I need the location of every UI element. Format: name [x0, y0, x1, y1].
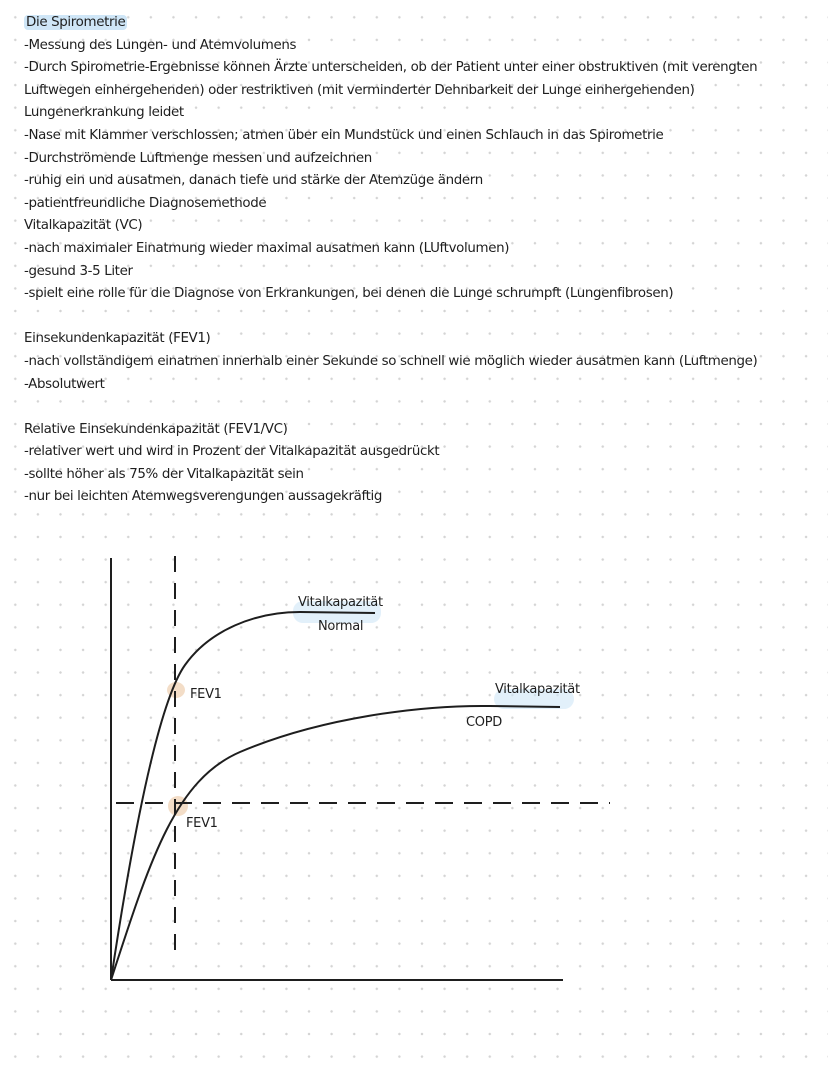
copd-label-bottom: COPD — [466, 715, 502, 730]
intro-line: -Durchströmende Luftmenge messen und aufzeichnen — [24, 150, 372, 166]
fev1-line: -Absolutwert — [24, 376, 105, 392]
intro-line: -Nase mit Klammer verschlossen; atmen über ein Mundstück und einen Schlauch in das Spirometrie — [24, 127, 664, 143]
fev1-label-normal: FEV1 — [190, 687, 222, 702]
intro-line: -Durch Spirometrie-Ergebnisse können Ärzte unterscheiden, ob der Patient unter einer obstruktiven (mit verengten Luftwegen einhergehenden) oder restriktiven (mit verminderter Dehnbarkeit der Lunge einhergehenden) Lungenerkrankung leidet — [24, 60, 758, 121]
normal-curve — [111, 612, 375, 980]
vc-heading: Vitalkapazität (VC) — [24, 218, 143, 234]
fev1-line: -nach vollständigem einatmen innerhalb einer Sekunde so schnell wie möglich wieder ausatmen kann (Luftmenge) — [24, 353, 758, 369]
copd-label-top: Vitalkapazität — [495, 682, 580, 697]
copd-curve — [111, 706, 560, 980]
intro-line: -ruhig ein und ausatmen, danach tiefe und stärke der Atemzüge ändern — [24, 173, 483, 189]
intro-line: -patientfreundliche Diagnosemethode — [24, 195, 267, 211]
rel-line: -relativer wert und wird in Prozent der Vitalkapazität ausgedrückt — [24, 444, 440, 460]
fev1-label-copd: FEV1 — [186, 816, 218, 831]
vc-line: -gesund 3-5 Liter — [24, 263, 133, 279]
normal-label-top: Vitalkapazität — [298, 595, 383, 610]
title-highlight: Die Spirometrie — [26, 15, 126, 30]
normal-label-bottom: Normal — [318, 619, 364, 634]
fev1-heading: Einsekundenkapazität (FEV1) — [24, 331, 211, 347]
vc-line: -nach maximaler Einatmung wieder maximal ausatmen kann (LUftvolumen) — [24, 240, 510, 256]
rel-line: -nur bei leichten Atemwegsverengungen aussagekräftig — [24, 489, 383, 505]
vc-line: -spielt eine rolle für die Diagnose von Erkrankungen, bei denen die Lunge schrumpft (Lungenfibrosen) — [24, 286, 674, 302]
intro-line: -Messung des Lungen- und Atemvolumens — [24, 37, 297, 53]
rel-heading: Relative Einsekundenkapazität (FEV1/VC) — [24, 421, 288, 437]
rel-line: -sollte höher als 75% der Vitalkapazität sein — [24, 466, 304, 482]
